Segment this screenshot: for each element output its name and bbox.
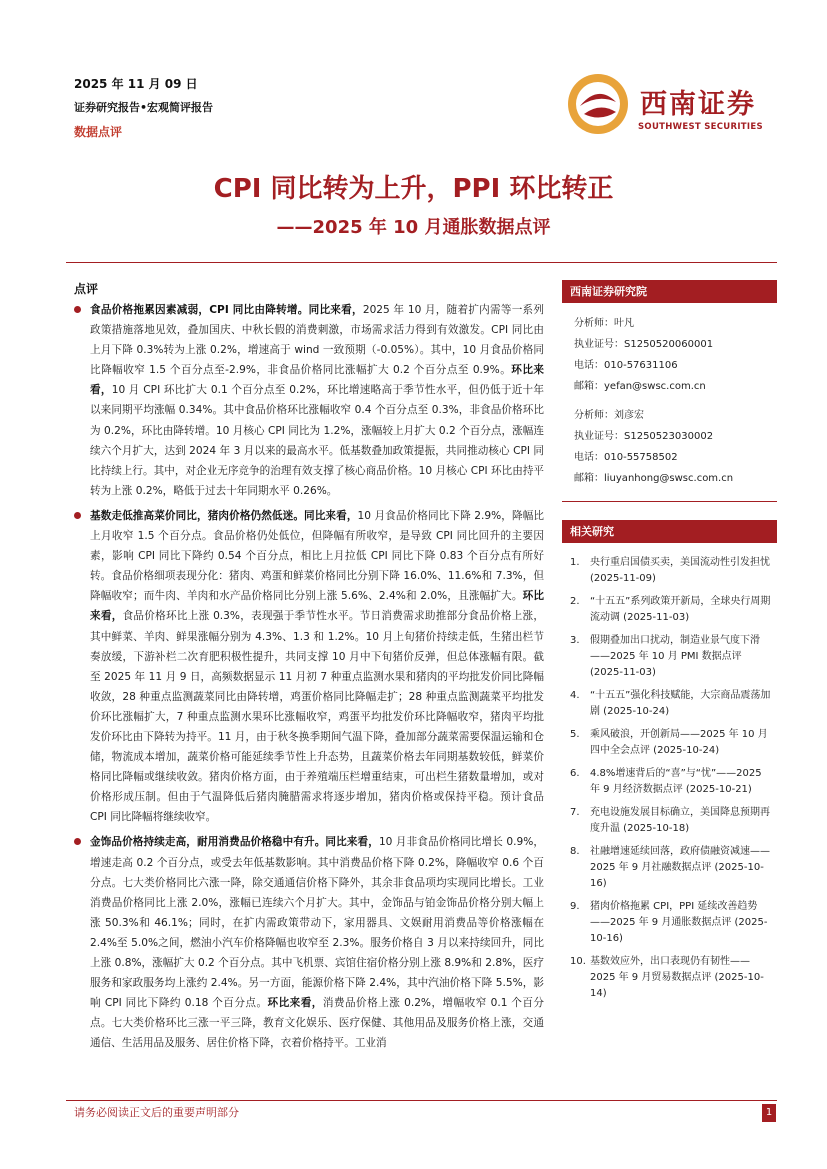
paragraph-body: 10 月非食品价格同比增长 0.9%，增速走高 0.2 个百分点，或受去年低基数影响。其中消费品价格下降 0.2%，降幅收窄 0.6 个百分点。七大类价格同比六涨一降，除交通通信价格下降外，其余非食品项均实现同比增长。工业消费品价格同比上涨 2.0%，涨幅已连续六个月扩大。其中，金饰品与铂金饰品价格分别大幅上涨 50.3%和 46.1%；同时，在扩内需政策带动下，家用器具、文娱耐用消费品等价格涨幅在 2.4%至 5.0%之间，燃油小汽车价格降幅也收窄至 2.3%。服务价格自 3 月以来持续回升，同比上涨 0.8%，涨幅扩大 0.2 个百分点。其中飞机票、宾馆住宿价格分别上涨 8.9%和 2.8%，医疗服务和家政服务均上涨约 2.4%。另一方面，能源价格下降 2.4%，其中汽油价格下降 5.5%，影响 CPI 同比下降约 0.18 个百分点。 — [90, 836, 544, 1010]
paragraph-cpi — [74, 300, 544, 501]
title-divider — [66, 262, 777, 263]
footer-divider — [66, 1100, 777, 1101]
paragraph-lead: 基数走低推高菜价同比，猪肉价格仍然低迷。同比来看， — [90, 509, 358, 522]
list-item[interactable]: 10. 基数效应外，出口表现仍有韧性——2025 年 9 月贸易数据点评 (2025-10-14) — [570, 956, 764, 999]
paragraph-body-2: 10 月 CPI 环比扩大 0.1 个百分点至 0.2%，环比增速略高于季节性水平，但仍低于近十年以来同期平均涨幅 0.34%。其中食品价格环比涨幅收窄 0.4 个百分点至 0.3%，非食品价格环比为 0.2%，环比由降转增。10 月核心 CPI 同比为 1.2%，涨幅较上月扩大 0.2 个百分点，涨幅连续六个月扩大，达到 2024 年 3 月以来的最高水平。低基数叠加政策提振，共同推动核心 CPI 同比持续上行。其中，对企业无序竞争的治理有效支撑了核心商品价格。10 月核心 CPI 环比由持平转为上涨 0.2%，略低于过去十年同期水平 0.26%。 — [90, 384, 544, 497]
bullet-icon — [74, 512, 81, 519]
analyst-name: 分析师：叶凡 — [574, 318, 634, 329]
logo-name-en: SOUTHWEST SECURITIES — [638, 122, 763, 132]
paragraph-lead: 金饰品价格持续走高，耐用消费品价格稳中有升。同比来看， — [90, 836, 379, 849]
report-date: 2025 年 11 月 09 日 — [74, 77, 198, 91]
paragraph-body-2: 消费品价格上涨 0.2%，增幅收窄 0.1 个百分点。七大类价格环比三涨一平三降，教育文化娱乐、医疗保健、其他用品及服务价格上涨，交通通信、生活用品及服务、居住价格下降，衣着价格持平。工业消 — [90, 997, 545, 1050]
analyst-phone: 电话：010-57631106 — [574, 360, 678, 371]
list-item[interactable]: 5. 乘风破浪，开创新局——2025 年 10 月四中全会点评 (2025-10-24) — [570, 729, 768, 756]
footer-disclaimer: 请务必阅读正文后的重要声明部分 — [74, 1106, 239, 1119]
analyst-email[interactable]: 邮箱：yefan@swsc.com.cn — [574, 381, 706, 392]
report-type: 证券研究报告•宏观简评报告 — [74, 101, 214, 114]
paragraph-nonfood — [74, 832, 544, 1053]
logo-emblem-icon — [566, 72, 630, 136]
analyst-license: 执业证号：S1250523030002 — [574, 431, 714, 442]
list-item[interactable]: 4. “十五五”强化科技赋能，大宗商品震荡加剧 (2025-10-24) — [570, 690, 771, 717]
list-item[interactable]: 6. 4.8%增速背后的“喜”与“忧”——2025 年 9 月经济数据点评 (2025-10-21) — [570, 768, 762, 795]
related-research-list — [562, 551, 777, 1002]
related-research-header: 相关研究 — [562, 520, 777, 543]
list-item[interactable]: 7. 充电设施发展目标确立，美国降息预期再度升温 (2025-10-18) — [570, 807, 770, 834]
paragraph-body-2: 食品价格环比上涨 0.3%，表现强于季节性水平。节日消费需求助推部分食品价格上涨，其中鲜菜、羊肉、鲜果涨幅分别为 4.3%、1.3 和 1.2%。10 月上旬猪价持续走低，生猪出栏节奏放缓，下游补栏二次育肥积极性提升，共同支撑 10 月中下旬猪价反弹，但总体涨幅有限。截至 2025 年 11 月 9 日，高频数据显示 11 月初 7 种重点监测水果和猪肉的平均批发价同比降幅收敛，28 种重点监测蔬菜同比由降转增，鸡蛋价格同比降幅走扩；28 种重点监测蔬菜平均批发价环比涨幅扩大，7 种重点监测水果环比涨幅收窄，鸡蛋平均批发价环比降幅收窄，猪肉平均批发价环比由下降转为持平。11 月，由于秋冬换季期间气温下降，叠加部分蔬菜需要保温运输和仓储，物流成本增加，蔬菜价格可能延续季节性上升态势，且蔬菜价格去年同期基数较低，鲜菜价格同比降幅或继续收敛。猪肉价格方面，由于养殖端压栏增重结束，可出栏生猪数量增加，或对价格形成压制。但由于气温降低后猪肉腌腊需求将逐步增加，猪肉价格或保持平稳。预计食品 CPI 同比降幅将继续收窄。 — [90, 610, 545, 824]
list-item[interactable]: 3. 假期叠加出口扰动，制造业景气度下滑——2025 年 10 月 PMI 数据点评 (2025-11-03) — [570, 635, 760, 678]
paragraph-food — [74, 506, 544, 828]
bullet-icon — [74, 306, 81, 313]
logo-name-cn: 西南证券 — [640, 89, 756, 120]
paragraph-body: 10 月食品价格同比下降 2.9%，降幅比上月收窄 1.5 个百分点。食品价格仍处低位，但降幅有所收窄，是导致 CPI 同比回升的主要因素，影响 CPI 同比下降约 0.54 个百分点，相比上月拉低 CPI 同比下降 0.83 个百分点有所好转。食品价格细项表现分化：猪肉、鸡蛋和鲜菜价格同比分别下降 16.0%、11.6%和 7.3%，但降幅收窄；而牛肉、羊肉和水产品价格同比分别上涨 5.6%、2.4%和 2.0%，且涨幅扩大。 — [90, 509, 544, 603]
page-number: 1 — [762, 1104, 776, 1122]
analyst-license: 执业证号：S1250520060001 — [574, 339, 714, 350]
analyst-name: 分析师：刘彦宏 — [574, 410, 644, 421]
page-subtitle: ——2025 年 10 月通胀数据点评 — [276, 217, 551, 238]
page-title: CPI 同比转为上升，PPI 环比转正 — [213, 174, 614, 204]
sidebar-institute-header: 西南证券研究院 — [562, 280, 777, 303]
report-category: 数据点评 — [74, 125, 123, 139]
paragraph-body: 2025 年 10 月，随着扩内需等一系列政策措施落地见效，叠加国庆、中秋长假的消费刺激，市场需求活力得到有效激发。CPI 同比由上月下降 0.3%转为上涨 0.2%，增速高于 wind 一致预期（-0.05%）。其中，10 月食品价格同比降幅收窄 1.5 个百分点至-2.9%，非食品价格同比涨幅扩大 0.2 个百分点至 0.9%。 — [90, 304, 544, 377]
list-item[interactable]: 8. 社融增速延续回落，政府债融资减速——2025 年 9 月社融数据点评 (2025-10-16) — [570, 846, 770, 889]
list-item[interactable]: 2. “十五五”系列政策开新局，全球央行周期流动调 (2025-11-03) — [570, 596, 771, 623]
analyst-phone: 电话：010-55758502 — [574, 452, 678, 463]
analyst-email[interactable]: 邮箱：liuyanhong@swsc.com.cn — [574, 473, 734, 484]
paragraph-lead-2: 环比来看， — [90, 590, 544, 623]
list-item[interactable]: 9. 猪肉价格拖累 CPI，PPI 延续改善趋势——2025 年 9 月通胀数据点评 (2025-10-16) — [570, 901, 768, 944]
paragraph-lead-2: 环比来看， — [267, 997, 323, 1010]
sidebar-divider — [562, 501, 777, 502]
main-content — [74, 300, 544, 1058]
paragraph-lead-2: 环比来看， — [90, 364, 545, 397]
sidebar — [562, 280, 777, 1009]
bullet-icon — [74, 838, 81, 845]
list-item[interactable]: 1. 央行重启国债买卖，美国流动性引发担忧 (2025-11-09) — [570, 557, 770, 584]
section-label: 点评 — [74, 282, 99, 296]
company-logo — [566, 72, 776, 136]
paragraph-lead: 食品价格拖累因素减弱，CPI 同比由降转增。同比来看， — [90, 304, 363, 316]
analyst-info — [562, 303, 777, 497]
